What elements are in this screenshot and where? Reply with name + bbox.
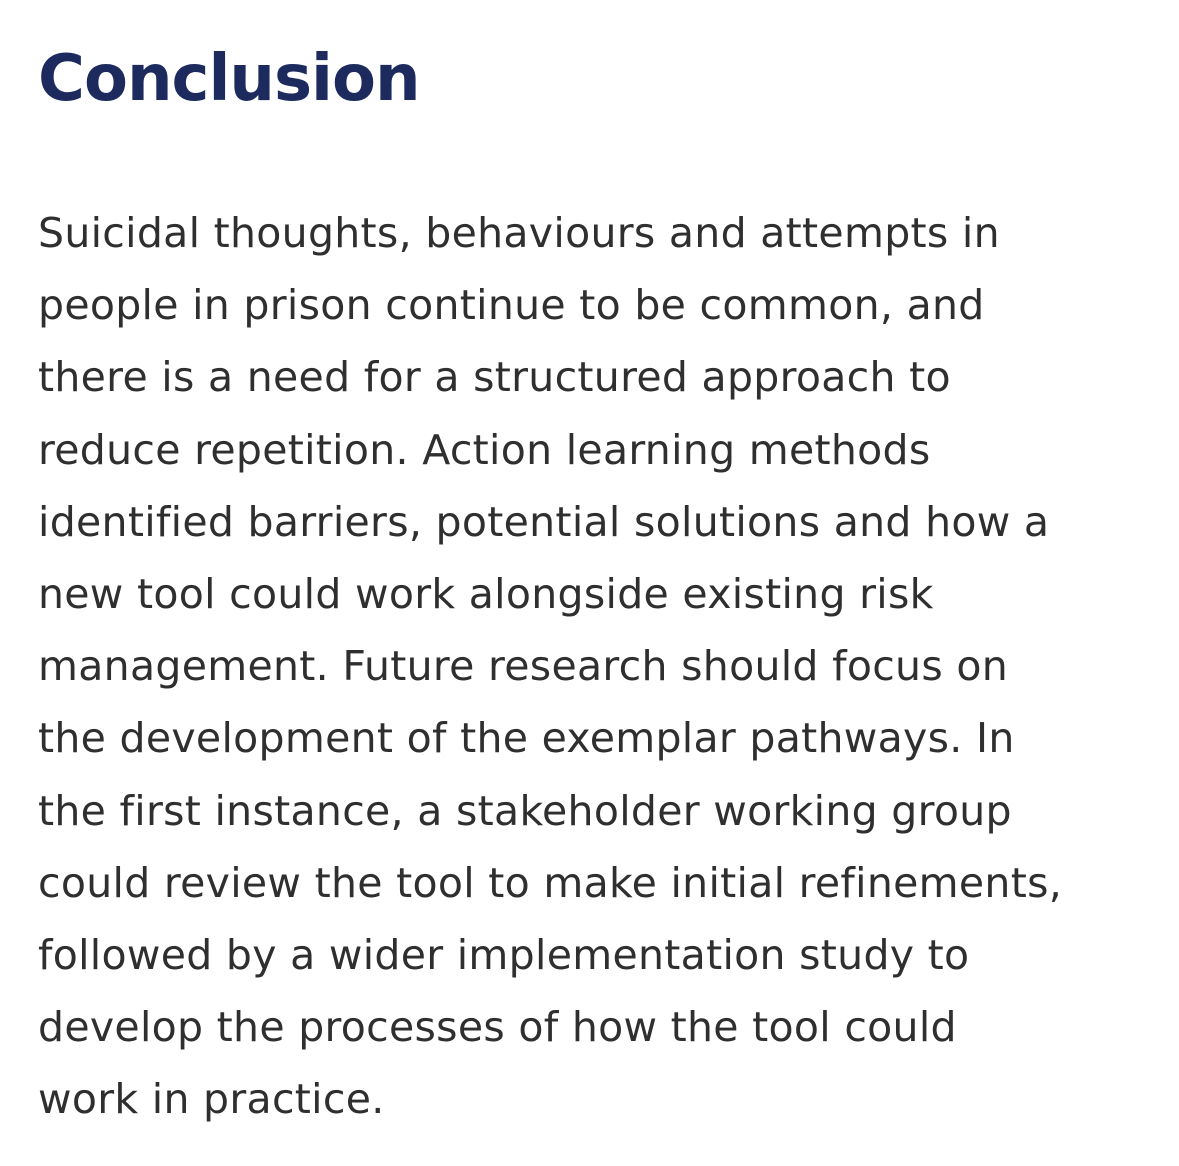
paragraph-line: followed by a wider implementation study to bbox=[38, 931, 970, 980]
paragraph-line: reduce repetition. Action learning methods bbox=[38, 425, 931, 474]
section-heading: Conclusion bbox=[38, 42, 420, 116]
paragraph-line: work in practice. bbox=[38, 1075, 385, 1124]
paragraph-line: Suicidal thoughts, behaviours and attempts in bbox=[38, 209, 1000, 257]
paragraph-line: new tool could work alongside existing risk bbox=[38, 570, 934, 619]
paragraph-line: the development of the exemplar pathways. In bbox=[38, 714, 1015, 763]
paragraph-line: there is a need for a structured approach to bbox=[38, 353, 951, 402]
paragraph-line: could review the tool to make initial refinements, bbox=[38, 858, 1063, 907]
paragraph-line: people in prison continue to be common, and bbox=[38, 281, 985, 330]
conclusion-paragraph bbox=[38, 197, 1158, 1136]
paragraph-line: identified barriers, potential solutions and how a bbox=[38, 497, 1050, 546]
paragraph-line: management. Future research should focus on bbox=[38, 642, 1008, 691]
paragraph-line: develop the processes of how the tool could bbox=[38, 1003, 957, 1052]
paragraph-line: the first instance, a stakeholder working group bbox=[38, 786, 1012, 835]
